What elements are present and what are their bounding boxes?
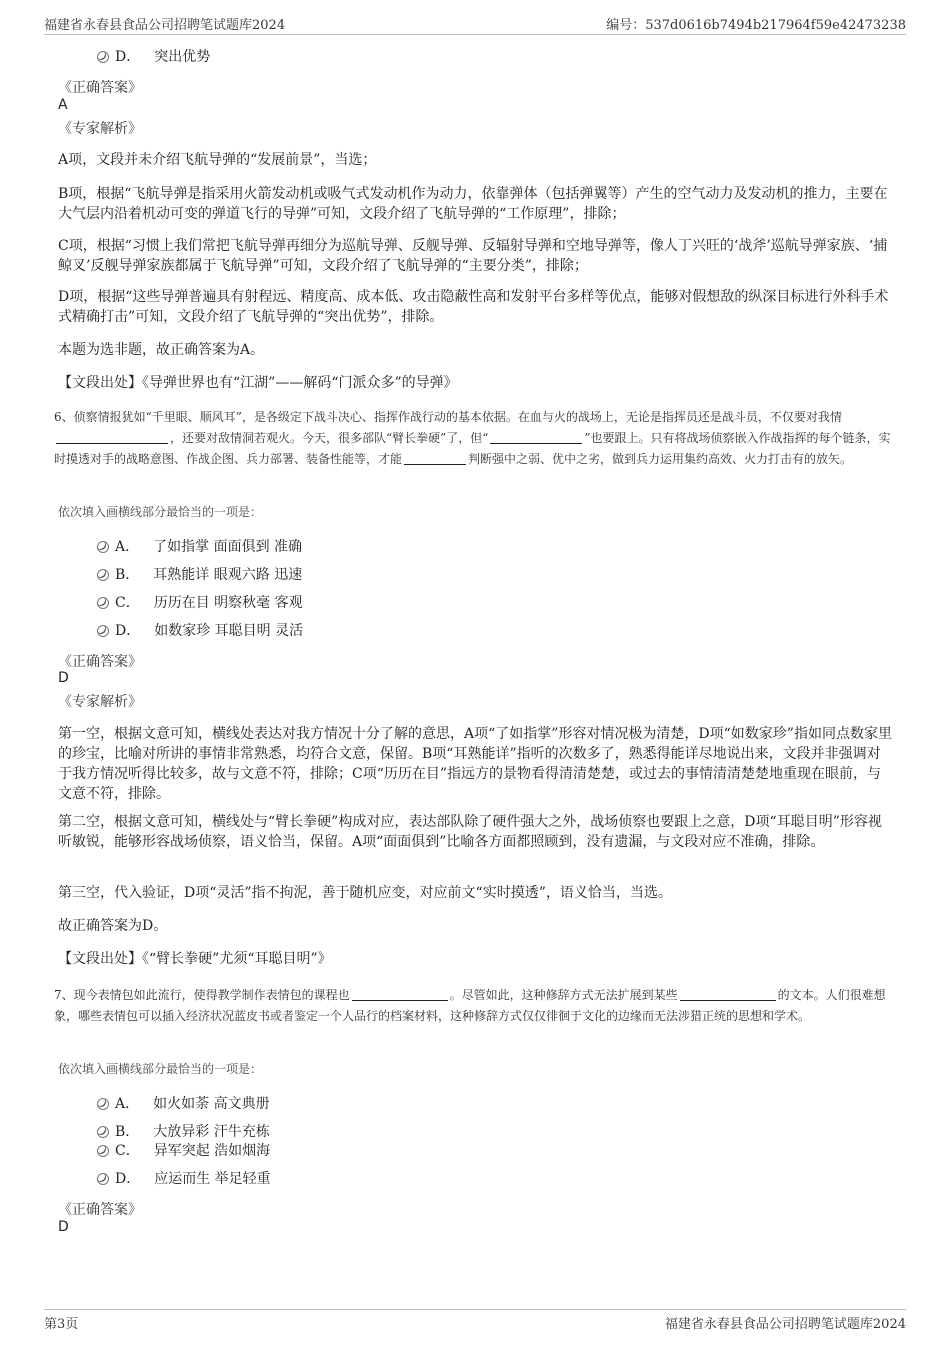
q6-correct-answer-label: 《正确答案》 — [58, 654, 142, 670]
radio-icon[interactable] — [97, 1145, 109, 1157]
q6-question-text: 6、侦察情报犹如“千里眼、顺风耳”，是各级定下战斗决心、指挥作战行动的基本依据。在血与火的战场上，无论是指挥员还是战斗员，不仅要对我情，还要对敌情洞若观火。今天，很多部队“臂长拳硬”了，但“ ”也要跟上。只有将战场侦察嵌入作战指挥的每个链条，实时摸透对手的战略意图、作战企图、兵力部署、装备性能等，才能 判断强中之弱、优中之劣，做到兵力运用集约高效、火力打击有的放矢。 — [54, 410, 891, 466]
radio-icon[interactable] — [97, 1126, 109, 1138]
q5-source: 【文段出处】《导弹世界也有“江湖”——解码“门派众多”的导弹》 — [58, 375, 458, 391]
q5-analysis-c: C项，根据“习惯上我们常把飞航导弹再细分为巡航导弹、反舰导弹、反辐射导弹和空地导弹等，像人丁兴旺的‘战斧’巡航导弹家族、‘捕鲸叉’反舰导弹家族都属于飞航导弹”可知，文段介绍了飞航导弹的“主要分类”，排除； — [58, 238, 888, 274]
q6-expert-analysis-label: 《专家解析》 — [58, 694, 142, 710]
q6-prompt: 依次填入画横线部分最恰当的一项是： — [58, 505, 263, 519]
radio-icon[interactable] — [97, 569, 109, 581]
q5-answer: A — [58, 97, 68, 113]
q5-conclusion: 本题为选非题，故正确答案为A。 — [58, 342, 265, 358]
q7-option-d[interactable]: D． 应运而生 举足轻重 — [97, 1170, 271, 1188]
header-title: 福建省永春县食品公司招聘笔试题库2024 — [44, 18, 286, 33]
q7-blank-1 — [352, 987, 448, 1001]
radio-icon[interactable] — [97, 541, 109, 553]
q5-analysis-d: D项，根据“这些导弹普遍具有射程远、精度高、成本低、攻击隐蔽性高和发射平台多样等优点，能够对假想敌的纵深目标进行外科手术式精确打击”可知，文段介绍了飞航导弹的“突出优势”，排除。 — [58, 289, 889, 325]
q6-source: 【文段出处】《“臂长拳硬”尤须“耳聪目明”》 — [58, 951, 332, 967]
q7-answer: D — [58, 1219, 69, 1235]
q5-analysis-b: B项，根据“飞航导弹是指采用火箭发动机或吸气式发动机作为动力，依靠弹体（包括弹翼等）产生的空气动力及发动机的推力，主要在大气层内沿着机动可变的弹道飞行的导弹”可知，文段介绍了飞航导弹的“工作原理”，排除； — [58, 186, 888, 222]
q6-answer: D — [58, 670, 69, 686]
q7-question-text: 7、现今表情包如此流行，使得教学制作表情包的课程也 。尽管如此，这种修辞方式无法扩展到某些 的文本。人们很难想象，哪些表情包可以插入经济状况蓝皮书或者鉴定一个人品行的档案材料，这种修辞方式仅仅徘徊于文化的边缘而无法涉猎正统的思想和学术。 — [54, 988, 886, 1023]
q7-option-b[interactable]: B． 大放异彩 汗牛充栋 — [97, 1123, 270, 1141]
footer-title: 福建省永春县食品公司招聘笔试题库2024 — [664, 1317, 906, 1332]
footer-divider — [44, 1309, 906, 1310]
q6-option-d[interactable]: D． 如数家珍 耳聪目明 灵活 — [97, 622, 303, 640]
q6-conclusion: 故正确答案为D。 — [58, 918, 168, 934]
header-divider — [44, 34, 906, 35]
q6-blank-2 — [490, 430, 582, 444]
q5-correct-answer-label: 《正确答案》 — [58, 80, 142, 96]
q6-option-c[interactable]: C． 历历在目 明察秋毫 客观 — [97, 594, 303, 612]
q6-analysis-blank-2: 第二空，根据文意可知，横线处与“臂长拳硬”构成对应，表达部队除了硬件强大之外，战场侦察也要跟上之意，D项“耳聪目明”形容视听敏锐，能够形容战场侦察，语义恰当，保留。A项“面面俱到”比喻各方面都照顾到，没有遗漏，与文段对应不准确，排除。 — [58, 814, 882, 850]
radio-icon[interactable] — [97, 1098, 109, 1110]
radio-icon[interactable] — [97, 625, 109, 637]
q7-prompt: 依次填入画横线部分最恰当的一项是： — [58, 1062, 263, 1076]
q5-analysis-a: A项，文段并未介绍飞航导弹的“发展前景”，当选； — [58, 152, 377, 168]
q5-expert-analysis-label: 《专家解析》 — [58, 121, 142, 137]
radio-icon[interactable] — [97, 51, 109, 63]
radio-icon[interactable] — [97, 597, 109, 609]
header-code: 编号：537d0616b7494b217964f59e42473238 — [606, 18, 906, 33]
q7-correct-answer-label: 《正确答案》 — [58, 1202, 142, 1218]
radio-icon[interactable] — [97, 1173, 109, 1185]
q6-option-a[interactable]: A． 了如指掌 面面俱到 准确 — [97, 538, 302, 556]
q7-option-c[interactable]: C． 异军突起 浩如烟海 — [97, 1142, 270, 1160]
q6-analysis-blank-1: 第一空，根据文意可知，横线处表达对我方情况十分了解的意思，A项“了如指掌”形容对情况极为清楚，D项“如数家珍”指如同点数家里的珍宝，比喻对所讲的事情非常熟悉，均符合文意，保留。B项“耳熟能详”指听的次数多了，熟悉得能详尽地说出来，文段并非强调对于我方情况听得比较多，故与文意不符，排除；C项“历历在目”指远方的景物看得清清楚楚，或过去的事情清清楚楚地重现在眼前，与文意不符，排除。 — [58, 726, 892, 802]
q6-blank-1 — [56, 430, 168, 444]
q5-option-d[interactable]: D． 突出优势 — [97, 48, 210, 66]
q6-analysis-blank-3: 第三空，代入验证，D项“灵活”指不拘泥，善于随机应变，对应前文“实时摸透”，语义恰当，当选。 — [58, 885, 672, 901]
q6-option-b[interactable]: B． 耳熟能详 眼观六路 迅速 — [97, 566, 302, 584]
footer-page-number: 第3页 — [44, 1317, 79, 1332]
q6-blank-3 — [404, 451, 466, 465]
q7-option-a[interactable]: A． 如火如荼 高文典册 — [97, 1095, 270, 1113]
q7-blank-2 — [680, 987, 776, 1001]
